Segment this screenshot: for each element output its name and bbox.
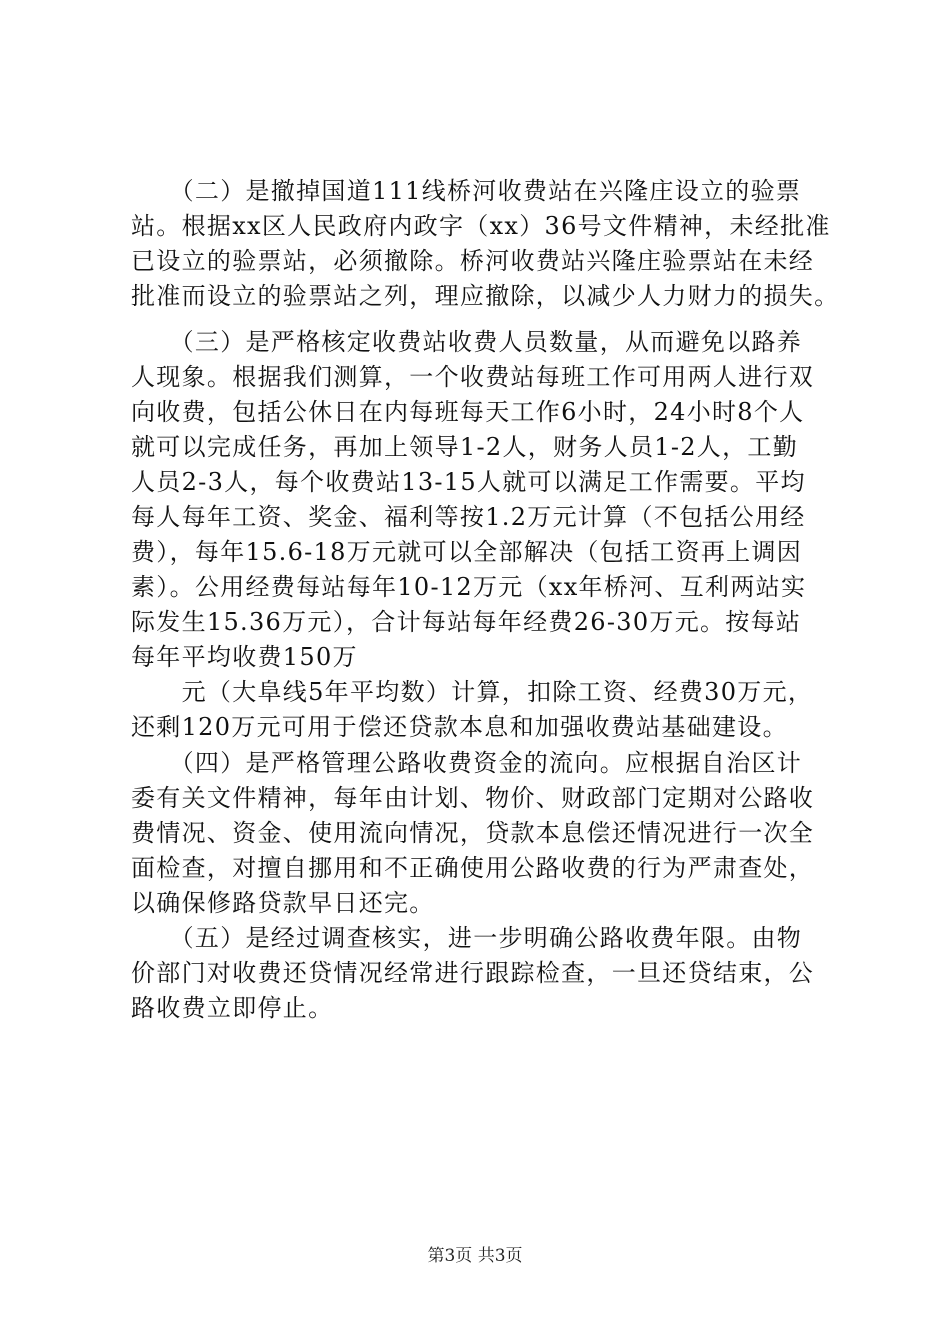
text-line: 际发生15.36万元），合计每站每年经费26-30万元。按每站 xyxy=(131,608,802,636)
text-line: 每人每年工资、奖金、福利等按1.2万元计算（不包括公用经 xyxy=(131,503,806,531)
text-line: 还剩120万元可用于偿还贷款本息和加强收费站基础建设。 xyxy=(131,713,788,741)
text-line: 已设立的验票站，必须撤除。桥河收费站兴隆庄验票站在未经 xyxy=(131,247,815,275)
text-line: 费），每年15.6-18万元就可以全部解决（包括工资再上调因 xyxy=(131,538,803,566)
text-line: 元（大阜线5年平均数）计算，扣除工资、经费30万元， xyxy=(131,678,814,706)
text-line: 人现象。根据我们测算，一个收费站每班工作可用两人进行双 xyxy=(131,363,815,391)
text-line: 人员2-3人，每个收费站13-15人就可以满足工作需要。平均 xyxy=(131,468,806,496)
text-line: 费情况、资金、使用流向情况，贷款本息偿还情况进行一次全 xyxy=(131,819,815,847)
text-line: （三）是严格核定收费站收费人员数量，从而避免以路养 xyxy=(131,328,803,356)
text-line: 就可以完成任务，再加上领导1-2人，财务人员1-2人，工勤 xyxy=(131,433,798,461)
text-line: 价部门对收费还贷情况经常进行跟踪检查，一旦还贷结束，公 xyxy=(131,959,815,987)
text-line: 站。根据xx区人民政府内政字（xx）36号文件精神，未经批准 xyxy=(131,212,831,240)
text-line: 批准而设立的验票站之列，理应撤除，以减少人力财力的损失。 xyxy=(131,282,840,310)
text-line: 面检查，对擅自挪用和不正确使用公路收费的行为严肃查处， xyxy=(131,854,815,882)
text-line: 委有关文件精神，每年由计划、物价、财政部门定期对公路收 xyxy=(131,784,815,812)
text-line: 每年平均收费150万 xyxy=(131,643,358,671)
text-line: （二）是撤掉国道111线桥河收费站在兴隆庄设立的验票 xyxy=(131,177,802,205)
text-line: 路收费立即停止。 xyxy=(131,994,334,1022)
text-line: （四）是严格管理公路收费资金的流向。应根据自治区计 xyxy=(131,749,803,777)
page-number: 第3页 共3页 xyxy=(427,1246,523,1266)
text-line: 以确保修路贷款早日还完。 xyxy=(131,889,435,917)
text-line: 向收费，包括公休日在内每班每天工作6小时，24小时8个人 xyxy=(131,398,805,426)
text-line: 素）。公用经费每站每年10-12万元（xx年桥河、互利两站实 xyxy=(131,573,807,601)
text-line: （五）是经过调查核实，进一步明确公路收费年限。由物 xyxy=(131,924,803,952)
